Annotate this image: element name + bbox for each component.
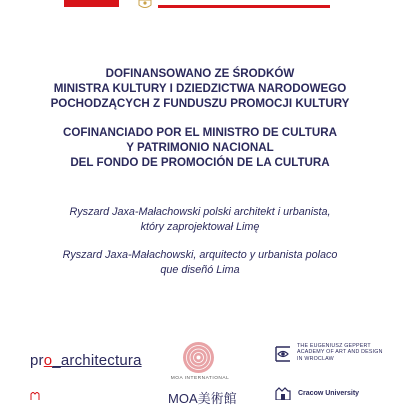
cracow-university-crest-icon [275,387,291,400]
description-line: Ryszard Jaxa-Małachowski polski architekt i urbanista, [69,206,331,218]
heading-line: COFINANCIADO POR EL MINISTRO DE CULTURA [63,126,337,139]
academy-line: THE EUGENIUSZ GEPPERT [297,343,371,349]
funding-heading-polish [0,66,400,111]
academy-name [297,343,383,362]
moa-bottom-text: MOA美術館 [168,391,237,406]
pro-architectura-logo [30,352,142,369]
academy-line: IN WROCLAW [297,355,334,362]
heading-line: POCHODZĄCYCH Z FUNDUSZU PROMOCJI KULTURY [50,97,350,110]
funding-heading-spanish [0,125,400,170]
heading-line: MINISTRA KULTURY I DZIEDZICTWA NARODOWEGO [53,82,347,95]
logo-text-o: o [43,352,53,369]
heading-line: Y PATRIMONIO NACIONAL [126,141,274,154]
academy-eye-icon [275,346,291,362]
description-line: que diseñó Lima [160,264,240,276]
top-banner [0,0,400,12]
logo-text-rest: _architectura [52,352,142,369]
logo-text-prefix: pr [30,352,44,369]
heading-line: DOFINANSOWANO ZE ŚRODKÓW [105,67,295,80]
heading-line: DEL FONDO DE PROMOCIÓN DE LA CULTURA [70,156,330,169]
cracow-university-text: Cracow University [298,390,360,397]
description-line: Ryszard Jaxa-Małachowski, arquitecto y urbanista polaco [62,249,338,261]
moa-caption: MOA INTERNATIONAL [170,376,230,381]
moa-logo-icon [182,341,215,374]
academy-line: ACADEMY OF ART AND DESIGN [297,349,383,356]
description-line: który zaprojektował Limę [140,221,260,233]
ministry-emblem-icon [138,0,152,9]
header-red-line [158,5,330,8]
description-spanish [0,248,400,278]
crest-icon [30,392,40,400]
polish-flag-stripe [64,0,119,7]
description-polish [0,205,400,235]
